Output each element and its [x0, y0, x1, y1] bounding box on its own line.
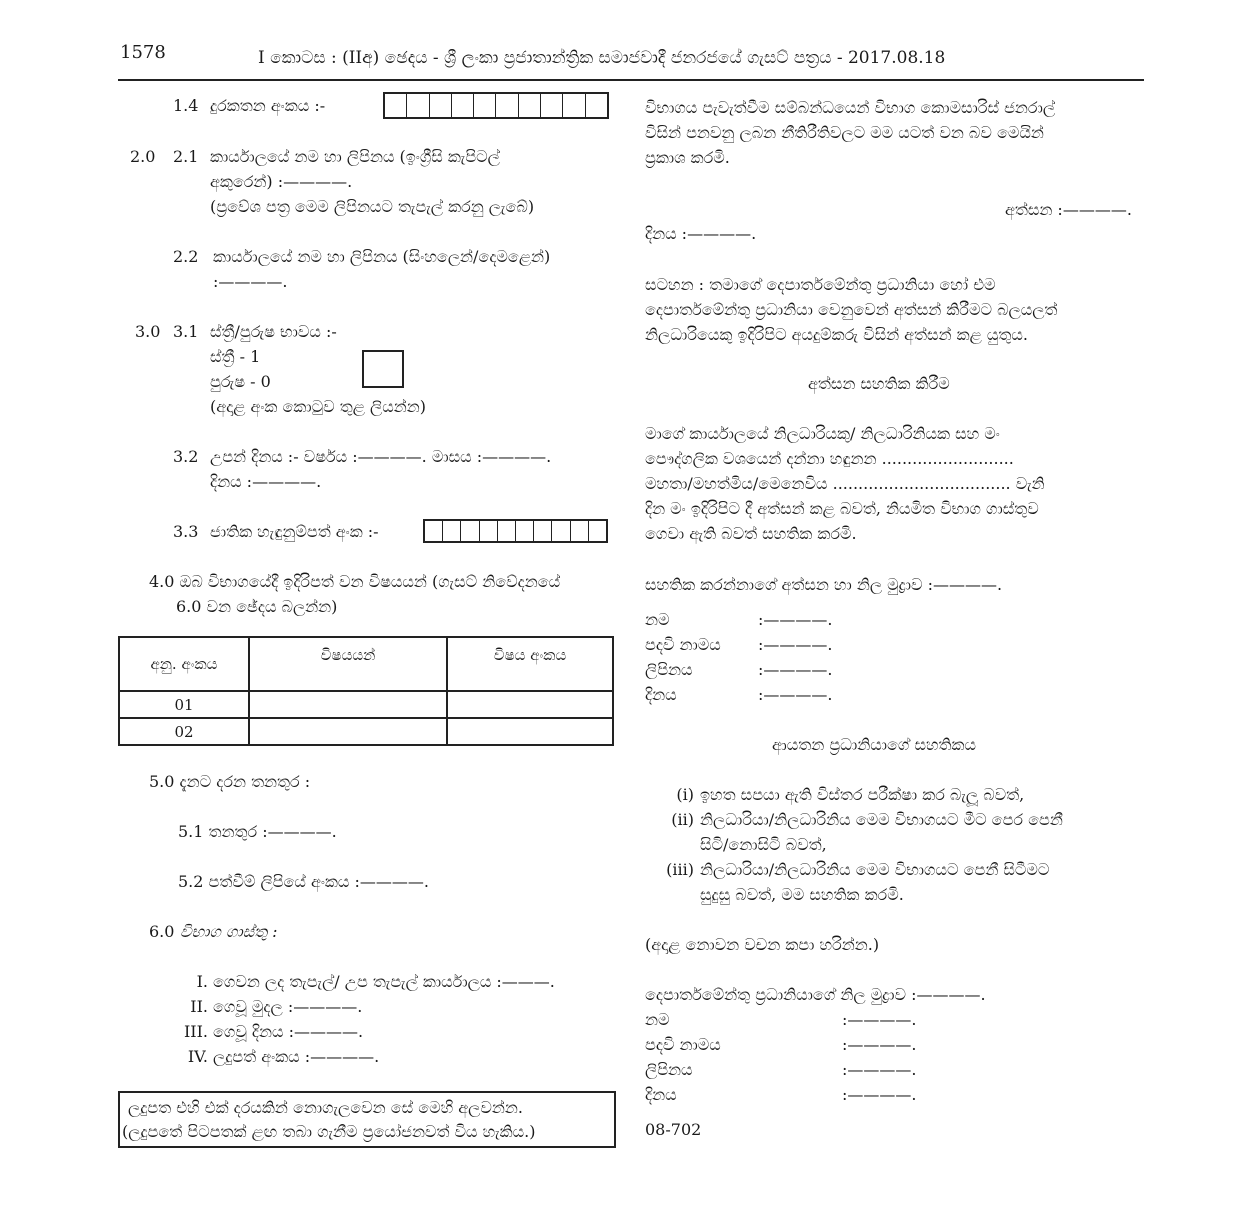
document-code: 08-702: [645, 1120, 702, 1139]
certifier-name-field: :————.: [758, 610, 833, 629]
section-3-number: 3.0: [135, 322, 161, 341]
fee-item-number: I.: [196, 972, 208, 991]
phone-number-label: දුරකතන අංකය :-: [210, 96, 326, 115]
gender-label: ස්ත්‍රී/පුරුෂ භාවය :-: [210, 322, 337, 341]
section-4-line1: 4.0 ඔබ විභාගයේදී ඉදිරිපත් වන විෂයයන් (ගැසට් නිවේදනයේ: [149, 572, 561, 591]
head-designation-label: පදවි නාමය: [645, 1035, 721, 1054]
head-designation-field: :————.: [842, 1035, 917, 1054]
head-certificate-title: ආයතන ප්‍රධානියාගේ සහතිකය: [772, 735, 977, 754]
section-4-line2: 6.0 වන ඡේදය බලන්න): [176, 597, 338, 616]
note-line2: දෙපාර්තමේන්තු ප්‍රධානියා වෙනුවෙන් අත්සන් කිරීමට බලයලත්: [645, 300, 1058, 319]
note-line3: නිලධාරියෙකු ඉදිරිපිට අයදුම්කරු විසින් අත්සන් කළ යුතුය.: [645, 325, 1028, 344]
table-header-subject-code: විෂය අංකය: [447, 637, 613, 691]
section-3-2-number: 3.2: [173, 447, 199, 466]
certifier-designation-label: පදවි නාමය: [645, 635, 721, 654]
receipt-instruction-line2: (ලදුපතේ පිටපතක් ළඟ තබා ගැනීම ප්‍රයෝජනවත් විය හැකිය.): [122, 1122, 536, 1141]
office-address-english-field: අකුරෙන්) :————.: [210, 172, 353, 191]
header-rule: [118, 79, 1144, 81]
fee-item-number: II.: [190, 997, 208, 1016]
head-item-text: ඉහත සපයා ඇති විස්තර පරීක්ෂා කර බැලූ බවත්,: [700, 785, 1025, 804]
phone-number-boxes[interactable]: [383, 92, 609, 119]
attestation-line2: පෞද්ගලික වශයෙන් දන්නා හඳුනන ..........................: [645, 449, 1014, 468]
exam-fees-label: විභාග ගාස්තු :: [180, 922, 278, 941]
strike-instruction: (අදාළ නොවන වචන කපා හරින්න.): [645, 935, 880, 954]
section-3-1-number: 3.1: [173, 322, 199, 341]
table-row: [119, 691, 613, 718]
office-address-english-label: කාර්යාලයේ නම හා ලිපිනය (ඉංග්‍රීසි කැපිටල්: [210, 147, 500, 166]
fee-date-field: ගෙවූ දිනය :————.: [213, 1022, 364, 1041]
birth-date-day: දිනය :————.: [210, 472, 322, 491]
receipt-attach-box: [118, 1091, 616, 1148]
head-date-label: දිනය: [645, 1085, 677, 1104]
table-cell-serial: 02: [119, 718, 249, 745]
certifier-signature-field: සහතික කරන්නාගේ අත්සන හා නිල මුද්‍රාව :————.: [645, 575, 1003, 594]
attestation-line1: මාගේ කාර්යාලයේ නිලධාරියකු/ නිලධාරිනියක සහ මං: [645, 424, 1000, 443]
applicant-date-field: දිනය :————.: [645, 224, 757, 243]
note-line1: සටහන : තමාගේ දෙපාර්තමේන්තු ප්‍රධානියා හෝ එම: [645, 275, 996, 294]
head-address-label: ලිපිනය: [645, 1060, 693, 1079]
certifier-date-field: :————.: [758, 685, 833, 704]
head-item-text-cont: සුදුසු බවත්, මම සහතික කරමි.: [700, 885, 904, 904]
head-seal-field: දෙපාර්තමේන්තු ප්‍රධානියාගේ නිල මුද්‍රාව :————.: [645, 985, 986, 1004]
section-6-number: 6.0: [149, 922, 175, 941]
head-address-field: :————.: [842, 1060, 917, 1079]
birth-date-year-month: උපන් දිනය :- වර්ෂය :————. මාසය :————.: [210, 447, 552, 466]
attestation-line5: ගෙවා ඇති බවත් සහතික කරමි.: [645, 524, 857, 543]
section-3-3-number: 3.3: [173, 522, 199, 541]
gender-male-option: පුරුෂ - 0: [210, 372, 271, 391]
fee-item-number: III.: [183, 1022, 208, 1041]
fee-post-office-field: ගෙවන ලද තැපැල්/ උප තැපැල් කාර්යාලය :———.: [213, 972, 555, 991]
section-1-4-number: 1.4: [173, 96, 199, 115]
receipt-instruction-line1: ලදුපත එහි එක් දරයකින් නොගැලවෙන සේ මෙහි අලවන්න.: [128, 1098, 523, 1117]
office-address-note: (ප්‍රවේශ පත්‍ර මෙම ලිපිනයට තැපැල් කරනු ලැබේ): [210, 197, 535, 216]
section-2-number: 2.0: [130, 147, 156, 166]
gazette-header-title: I කොටස : (IIඅ) ඡෙදය - ශ්‍රී ලංකා ප්‍රජාතාන්ත්‍රික සමාජවාදී ජනරජයේ ගැසට් පත්‍රය - 2017.08.18: [258, 48, 946, 68]
certifier-address-label: ලිපිනය: [645, 660, 693, 679]
table-cell-serial: 01: [119, 691, 249, 718]
head-item-text: නිලධාරියා/නිලධාරිනිය මෙම විභාගයට මීට පෙර පෙනී: [700, 810, 1063, 829]
certifier-designation-field: :————.: [758, 635, 833, 654]
appointment-letter-field: 5.2 පත්වීම් ලිපියේ අංකය :————.: [178, 872, 429, 891]
fee-amount-field: ගෙවූ මුදල :————.: [213, 997, 363, 1016]
table-cell-code[interactable]: [447, 718, 613, 745]
certifier-date-label: දිනය: [645, 685, 677, 704]
head-item-text-cont: සිටි/නොසිටි බවත්,: [700, 835, 827, 854]
gender-female-option: ස්ත්‍රී - 1: [210, 347, 261, 366]
section-2-1-number: 2.1: [173, 147, 199, 166]
table-cell-subject[interactable]: [249, 718, 447, 745]
table-cell-subject[interactable]: [249, 691, 447, 718]
head-date-field: :————.: [842, 1085, 917, 1104]
declaration-line1: විභාගය පැවැත්වීම සම්බන්ධයෙන් විභාග කොමසාරිස් ජනරාල්: [645, 98, 1056, 117]
fee-receipt-number-field: ලදුපත් අංකය :————.: [213, 1047, 380, 1066]
head-item-number: (ii): [671, 810, 694, 829]
section-2-2-number: 2.2: [173, 247, 199, 266]
attestation-title: අත්සන සහතික කිරීම: [808, 374, 950, 393]
attestation-line3: මහතා/මහත්මිය/මෙනෙවිය ................................... වැනි: [645, 474, 1045, 493]
applicant-signature-field: අත්සන :————.: [1005, 200, 1132, 219]
designation-field: 5.1 තනතුර :————.: [178, 822, 337, 841]
declaration-line3: ප්‍රකාශ කරමි.: [645, 148, 730, 167]
head-item-number: (i): [676, 785, 694, 804]
fee-item-number: IV.: [187, 1047, 208, 1066]
certifier-address-field: :————.: [758, 660, 833, 679]
nic-number-label: ජාතික හැඳුනුම්පත් අංක :-: [210, 522, 379, 541]
head-item-number: (iii): [666, 860, 694, 879]
subjects-table: [118, 636, 614, 746]
office-address-sinhala-label: කාර්යාලයේ නම හා ලිපිනය (සිංහලෙන්/දෙමළෙන්): [213, 247, 551, 266]
section-5-label: 5.0 දැනට දරන තනතුර :: [149, 772, 311, 791]
gender-instruction: (අදාළ අංක කොටුව තුළ ලියන්න): [210, 397, 426, 416]
gender-code-box[interactable]: [362, 350, 404, 388]
head-item-text: නිලධාරියා/නිලධාරිනිය මෙම විභාගයට පෙනී සිටීමට: [700, 860, 1050, 879]
office-address-sinhala-field: :————.: [213, 272, 288, 291]
table-cell-code[interactable]: [447, 691, 613, 718]
nic-number-boxes[interactable]: [423, 519, 608, 543]
certifier-name-label: නම: [645, 610, 670, 629]
head-name-field: :————.: [842, 1010, 917, 1029]
head-name-label: නම: [645, 1010, 670, 1029]
table-row: [119, 718, 613, 745]
attestation-line4: දින මං ඉදිරිපිට දී අත්සන් කළ බවත්, නියමිත විභාග ගාස්තුව: [645, 499, 1039, 518]
table-header-subjects: විෂයයන්: [249, 637, 447, 691]
page-number: 1578: [120, 42, 166, 63]
table-header-serial: අනු. අංකය: [119, 637, 249, 691]
declaration-line2: විසින් පනවනු ලබන නීතිරීතිවලට මම යටත් වන බව මෙයින්: [645, 123, 1044, 142]
